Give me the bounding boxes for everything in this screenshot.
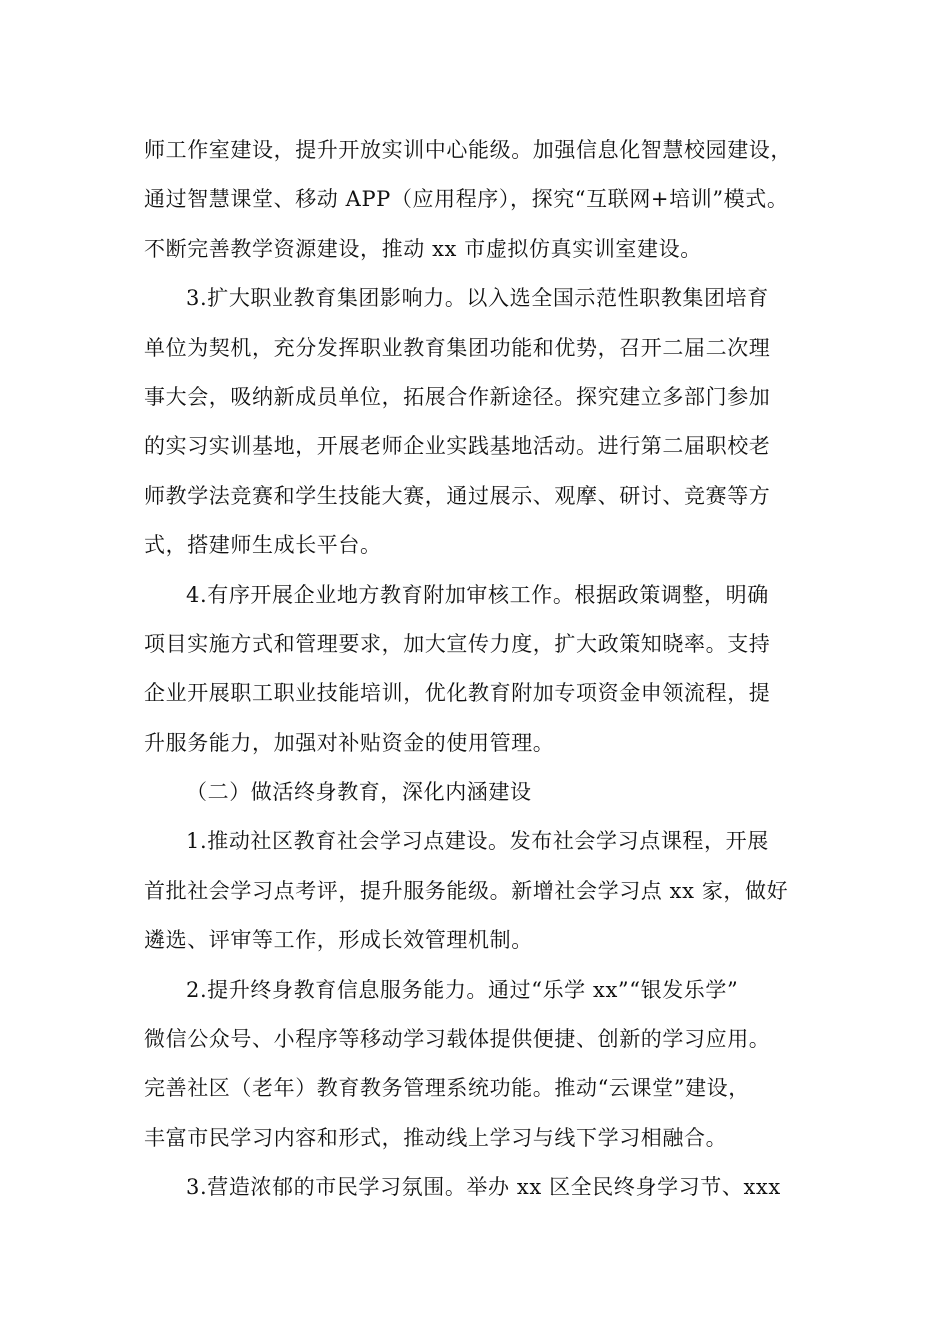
text-line: 4.有序开展企业地方教育附加审核工作。根据政策调整，明确 xyxy=(186,582,769,607)
text-line: 师教学法竞赛和学生技能大赛，通过展示、观摩、研讨、竞赛等方 xyxy=(144,483,771,508)
text-line: 完善社区（老年）教育教务管理系统功能。推动“云课堂”建设， xyxy=(144,1076,750,1101)
text-line: 微信公众号、小程序等移动学习载体提供便捷、创新的学习应用。 xyxy=(144,1027,771,1052)
text-line: 丰富市民学习内容和形式，推动线上学习与线下学习相融合。 xyxy=(144,1125,728,1150)
text-line: 首批社会学习点考评，提升服务能级。新增社会学习点 xx 家，做好 xyxy=(144,878,789,903)
text-line: 师工作室建设，提升开放实训中心能级。加强信息化智慧校园建设， xyxy=(144,138,792,162)
text-line: 升服务能力，加强对补贴资金的使用管理。 xyxy=(144,730,555,755)
document-body xyxy=(144,126,812,1213)
text-line: 不断完善教学资源建设，推动 xx 市虚拟仿真实训室建设。 xyxy=(144,236,702,261)
text-line: 1.推动社区教育社会学习点建设。发布社会学习点课程，开展 xyxy=(186,829,769,854)
text-line: 遴选、评审等工作，形成长效管理机制。 xyxy=(144,928,533,953)
text-line: 3.营造浓郁的市民学习氛围。举办 xx 区全民终身学习节、xxx xyxy=(186,1175,781,1200)
text-line: 3.扩大职业教育集团影响力。以入选全国示范性职教集团培育 xyxy=(186,286,769,311)
text-line: 式，搭建师生成长平台。 xyxy=(144,533,382,558)
text-line: 项目实施方式和管理要求，加大宣传力度，扩大政策知晓率。支持 xyxy=(144,631,771,656)
text-line: 单位为契机，充分发挥职业教育集团功能和优势，召开二届二次理 xyxy=(144,335,771,360)
text-line: 通过智慧课堂、移动 APP（应用程序），探究“互联网+培训”模式。 xyxy=(144,187,789,212)
text-line: 企业开展职工职业技能培训，优化教育附加专项资金申领流程，提 xyxy=(144,681,771,706)
text-line: 2.提升终身教育信息服务能力。通过“乐学 xx”“银发乐学” xyxy=(186,977,739,1002)
text-line: 的实习实训基地，开展老师企业实践基地活动。进行第二届职校老 xyxy=(144,434,771,459)
text-line: （二）做活终身教育，深化内涵建设 xyxy=(186,780,532,805)
text-line: 事大会，吸纳新成员单位，拓展合作新途径。探究建立多部门参加 xyxy=(144,384,771,409)
